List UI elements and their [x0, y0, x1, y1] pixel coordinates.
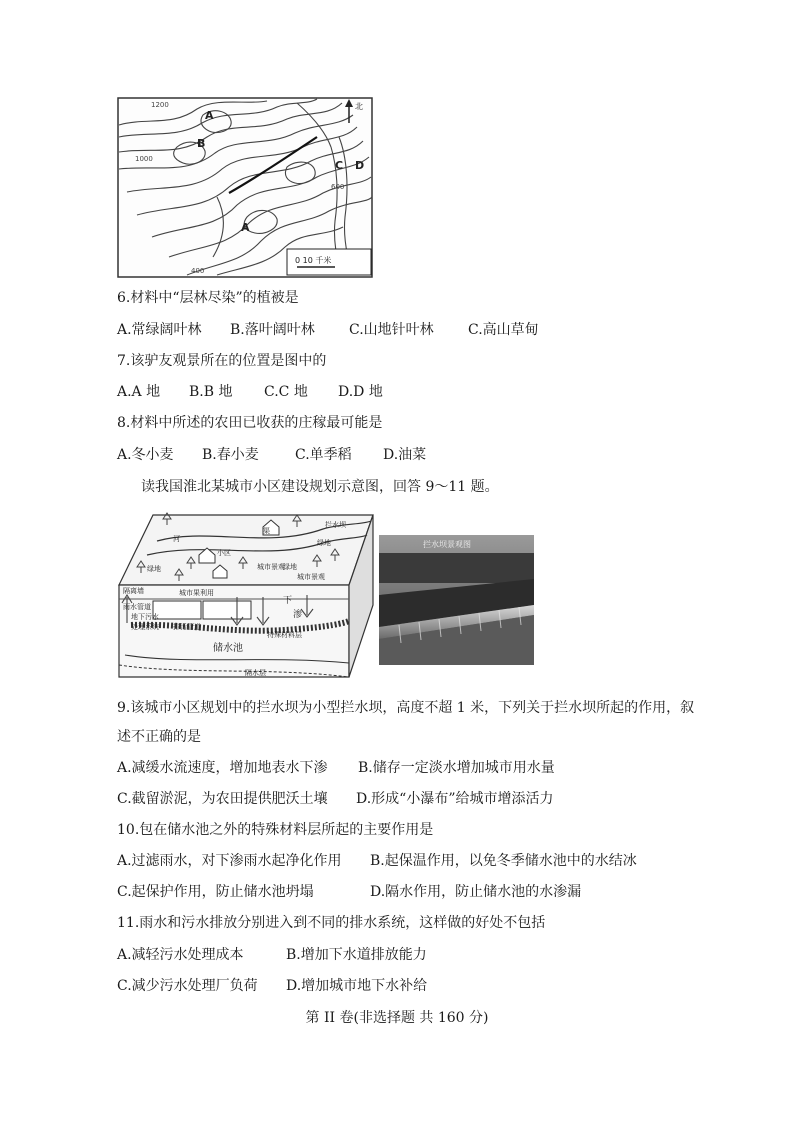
- q11-option-a: A.减轻污水处理成本: [117, 947, 244, 963]
- label-greenland-2: 绿地: [317, 539, 331, 547]
- urban-planning-diagram: [117, 505, 375, 680]
- label-greenland-3: 绿地: [147, 565, 161, 573]
- label-channel: 渠: [263, 527, 270, 535]
- q9-option-d: D.形成“小瀑布”给城市增添活力: [356, 791, 554, 807]
- q10-option-d: D.隔水作用，防止储水池的水渗漏: [370, 884, 582, 900]
- q8-option-d: D.油菜: [383, 447, 427, 463]
- question-9-stem-line1: 9.该城市小区规划中的拦水坝为小型拦水坝，高度不超 1 米，下列关于拦水坝所起的作用，叙: [117, 700, 695, 716]
- label-seep: 渗: [293, 610, 303, 620]
- scale-bar-label: 0 10 千米: [295, 256, 332, 265]
- contour-map: [117, 97, 373, 278]
- north-label: 北: [355, 102, 363, 111]
- label-underground-sewage: 地下污水: [131, 613, 159, 621]
- q10-option-b: B.起保温作用，以免冬季储水池中的水结冰: [370, 853, 637, 869]
- dam-photo-figure: [379, 535, 534, 665]
- q10-option-c: C.起保护作用，防止储水池坍塌: [117, 884, 314, 900]
- q8-option-a: A.冬小麦: [117, 447, 174, 463]
- q11-option-b: B.增加下水道排放能力: [286, 947, 427, 963]
- contour-map-figure: [117, 97, 373, 278]
- q8-option-c: C.单季稻: [295, 447, 352, 463]
- question-7-stem: 7.该驴友观景所在的位置是图中的: [117, 353, 327, 369]
- questions-9-11-intro: 读我国淮北某城市小区建设规划示意图，回答 9～11 题。: [141, 479, 499, 495]
- q6-option-c: C.山地针叶林: [349, 322, 434, 338]
- label-community: 小区: [217, 549, 231, 557]
- label-greenland: 绿地: [283, 563, 297, 571]
- label-sewage-pipe: 排污管道: [173, 623, 201, 631]
- label-city-view-2: 城市景观: [297, 573, 325, 581]
- q7-option-c: C.C 地: [264, 384, 308, 400]
- label-dam: 拦水坝: [325, 521, 346, 529]
- contour-1200: 1200: [151, 101, 169, 109]
- q9-option-a: A.减缓水流速度，增加地表水下渗: [117, 760, 328, 776]
- label-treatment-system: 处理系统: [131, 623, 159, 631]
- label-isolation-wall: 隔离墙: [123, 587, 144, 595]
- q11-option-c: C.减少污水处理厂负荷: [117, 978, 258, 994]
- block-diagram: [117, 505, 375, 680]
- question-11-stem: 11.雨水和污水排放分别进入到不同的排水系统，这样做的好处不包括: [117, 915, 546, 931]
- q7-option-d: D.D 地: [338, 384, 383, 400]
- map-label-d: D: [355, 159, 365, 172]
- q9-option-b: B.储存一定淡水增加城市用水量: [358, 760, 555, 776]
- question-8-stem: 8.材料中所述的农田已收获的庄稼最可能是: [117, 415, 383, 431]
- q6-option-b: B.落叶阔叶林: [230, 322, 315, 338]
- question-10-stem: 10.包在储水池之外的特殊材料层所起的主要作用是: [117, 822, 434, 838]
- map-label-b: B: [197, 137, 206, 150]
- label-city-view-1: 城市景观: [257, 563, 285, 571]
- q7-option-a: A.A 地: [117, 384, 161, 400]
- q10-option-a: A.过滤雨水，对下渗雨水起净化作用: [117, 853, 342, 869]
- q6-option-a: A.常绿阔叶林: [117, 322, 202, 338]
- dam-photo: [379, 535, 534, 665]
- question-6-stem: 6.材料中“层林尽染”的植被是: [117, 290, 299, 306]
- contour-600: 600: [331, 183, 345, 191]
- q6-option-d: C.高山草甸: [468, 322, 539, 338]
- contour-1000: 1000: [135, 155, 153, 163]
- contour-400: 400: [191, 267, 205, 275]
- label-aquiclude: 隔水层: [245, 669, 266, 677]
- label-rain-pipe: 雨水管道: [123, 603, 151, 611]
- question-9-stem-line2: 述不正确的是: [117, 729, 201, 745]
- q11-option-d: D.增加城市地下水补给: [286, 978, 428, 994]
- photo-caption: 拦水坝景观图: [423, 540, 471, 549]
- label-city-fruit: 城市果利用: [179, 589, 214, 597]
- map-label-a1: A: [205, 109, 214, 122]
- label-river: 河: [173, 535, 180, 543]
- label-special-layer: 特殊材料层: [267, 631, 302, 639]
- map-label-c: C: [335, 159, 344, 172]
- section-2-title: 第 II 卷(非选择题 共 160 分): [305, 1010, 489, 1026]
- q7-option-b: B.B 地: [189, 384, 233, 400]
- label-reservoir: 储水池: [213, 643, 243, 654]
- label-down: 下: [283, 596, 293, 606]
- q8-option-b: B.春小麦: [202, 447, 259, 463]
- map-label-a2: A: [241, 221, 250, 234]
- q9-option-c: C.截留淤泥，为农田提供肥沃土壤: [117, 791, 328, 807]
